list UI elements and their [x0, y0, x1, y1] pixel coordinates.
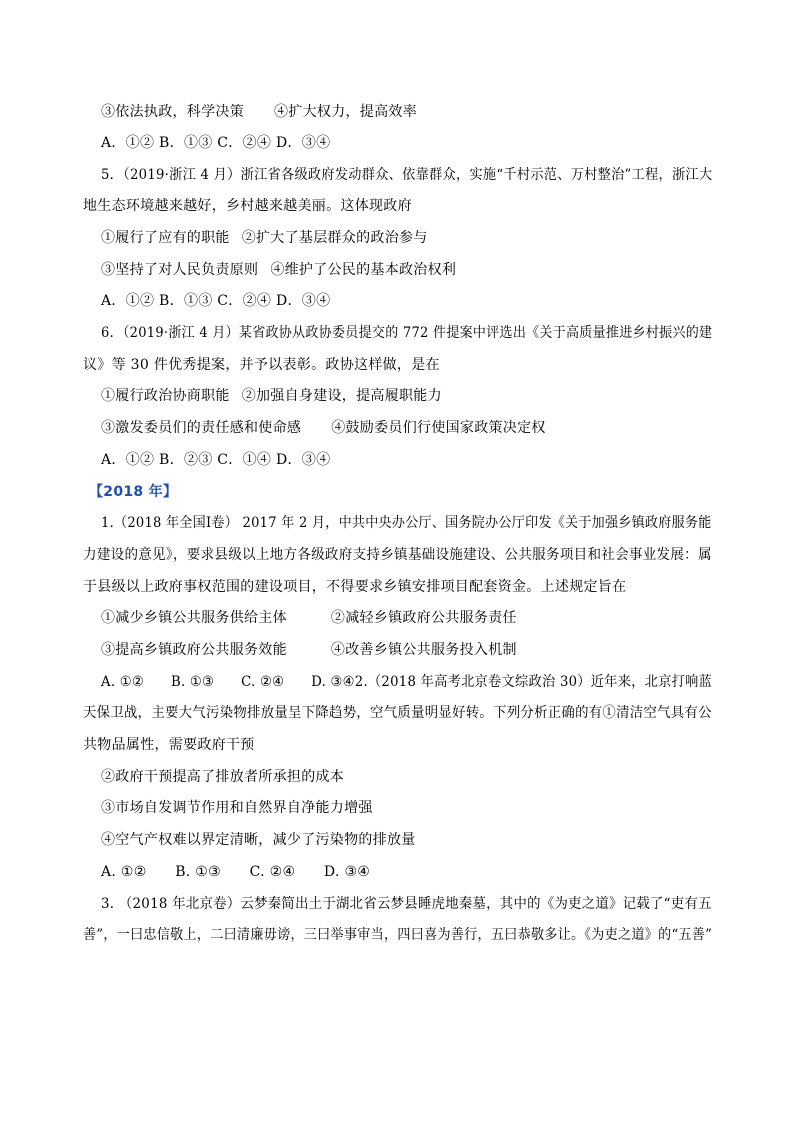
option-text: ①履行政治协商职能 — [101, 388, 230, 404]
answer-and-question: A. ①② B. ①③ C. ②④ D. ③④2.（2018 年高考北京卷文综政治 30）近年来，北京打响蓝 — [101, 674, 713, 690]
question-text: 1.（2018 年全国Ⅰ卷） 2017 年 2 月，中共中央办公厅、国务院办公厅印发《关于加强乡镇政府服务能 — [101, 515, 712, 531]
option-text: ④空气产权难以界定清晰，减少了污染物的排放量 — [101, 832, 416, 848]
question-text: 6．（2019·浙江 4 月）某省政协从政协委员提交的 772 件提案中评选出《关于高质量推进乡村振兴的建 — [101, 325, 713, 341]
answer-choices: A．①② B．①③ C．②④ D．③④ — [101, 135, 331, 151]
option-row — [101, 608, 517, 628]
option-text: ②加强自身建设，提高履职能力 — [241, 388, 442, 404]
option-text: ①减少乡镇公共服务供给主体 — [101, 610, 287, 626]
option-text: ④鼓励委员们行使国家政策决定权 — [331, 420, 546, 436]
option-text: ④改善乡镇公共服务投入机制 — [330, 642, 517, 658]
question-text: 力建设的意见》，要求县级以上地方各级政府支持乡镇基础设施建设、公共服务项目和社会事业发展：属 — [83, 547, 712, 563]
option-text: ③提高乡镇政府公共服务效能 — [101, 642, 287, 658]
question-text: 天保卫战，主要大气污染物排放量呈下降趋势，空气质量明显好转。下列分析正确的有①清洁空气具有公 — [83, 705, 712, 721]
option-row — [101, 418, 546, 438]
option-text: ③激发委员们的责任感和使命感 — [101, 420, 302, 436]
option-text: ③依法执政，科学决策 — [101, 104, 244, 120]
answer-choices: A．①② B．①③ C．②④ D．③④ — [101, 293, 331, 309]
option-row — [101, 640, 517, 660]
question-text: 5．（2019·浙江 4 月）浙江省各级政府发动群众、依靠群众，实施“千村示范、万村整治”工程，浙江大 — [101, 167, 713, 183]
question-text: 3. （2018 年北京卷）云梦秦简出土于湖北省云梦县睡虎地秦墓，其中的《为吏之道》记载了“吏有五 — [101, 896, 712, 912]
answer-choices: A．①② B．②③ C．①④ D．③④ — [101, 452, 331, 468]
option-text: ③坚持了对人民负责原则 — [101, 262, 259, 278]
question-text: 地生态环境越来越好，乡村越来越美丽。这体现政府 — [83, 198, 412, 214]
question-text: 善”，一曰忠信敬上，二曰清廉毋谤，三曰举事审当，四曰喜为善行，五曰恭敬多让。《为吏之道》的“五善” — [83, 927, 713, 943]
option-text: ①履行了应有的职能 — [101, 230, 230, 246]
section-heading: 【2018 年】 — [89, 484, 178, 500]
option-text: ②政府干预提高了排放者所承担的成本 — [101, 769, 345, 785]
question-text: 共物品属性，需要政府干预 — [83, 737, 255, 753]
option-row — [101, 260, 456, 280]
option-text: ②减轻乡镇政府公共服务责任 — [330, 610, 517, 626]
question-text: 于县级以上政府事权范围的建设项目，不得要求乡镇安排项目配套资金。上述规定旨在 — [83, 579, 627, 595]
question-text: 议》等 30 件优秀提案，并予以表彰。政协这样做，是在 — [83, 357, 440, 373]
option-text: ③市场自发调节作用和自然界自净能力增强 — [101, 800, 373, 816]
answer-choices: A. ①② B. ①③ C. ②④ D. ③④ — [101, 864, 371, 880]
option-row — [101, 228, 428, 248]
option-text: ④扩大权力，提高效率 — [274, 104, 417, 120]
option-text: ②扩大了基层群众的政治参与 — [241, 230, 428, 246]
option-row — [101, 386, 442, 406]
option-text: ④维护了公民的基本政治权利 — [270, 262, 457, 278]
option-row — [101, 102, 417, 122]
